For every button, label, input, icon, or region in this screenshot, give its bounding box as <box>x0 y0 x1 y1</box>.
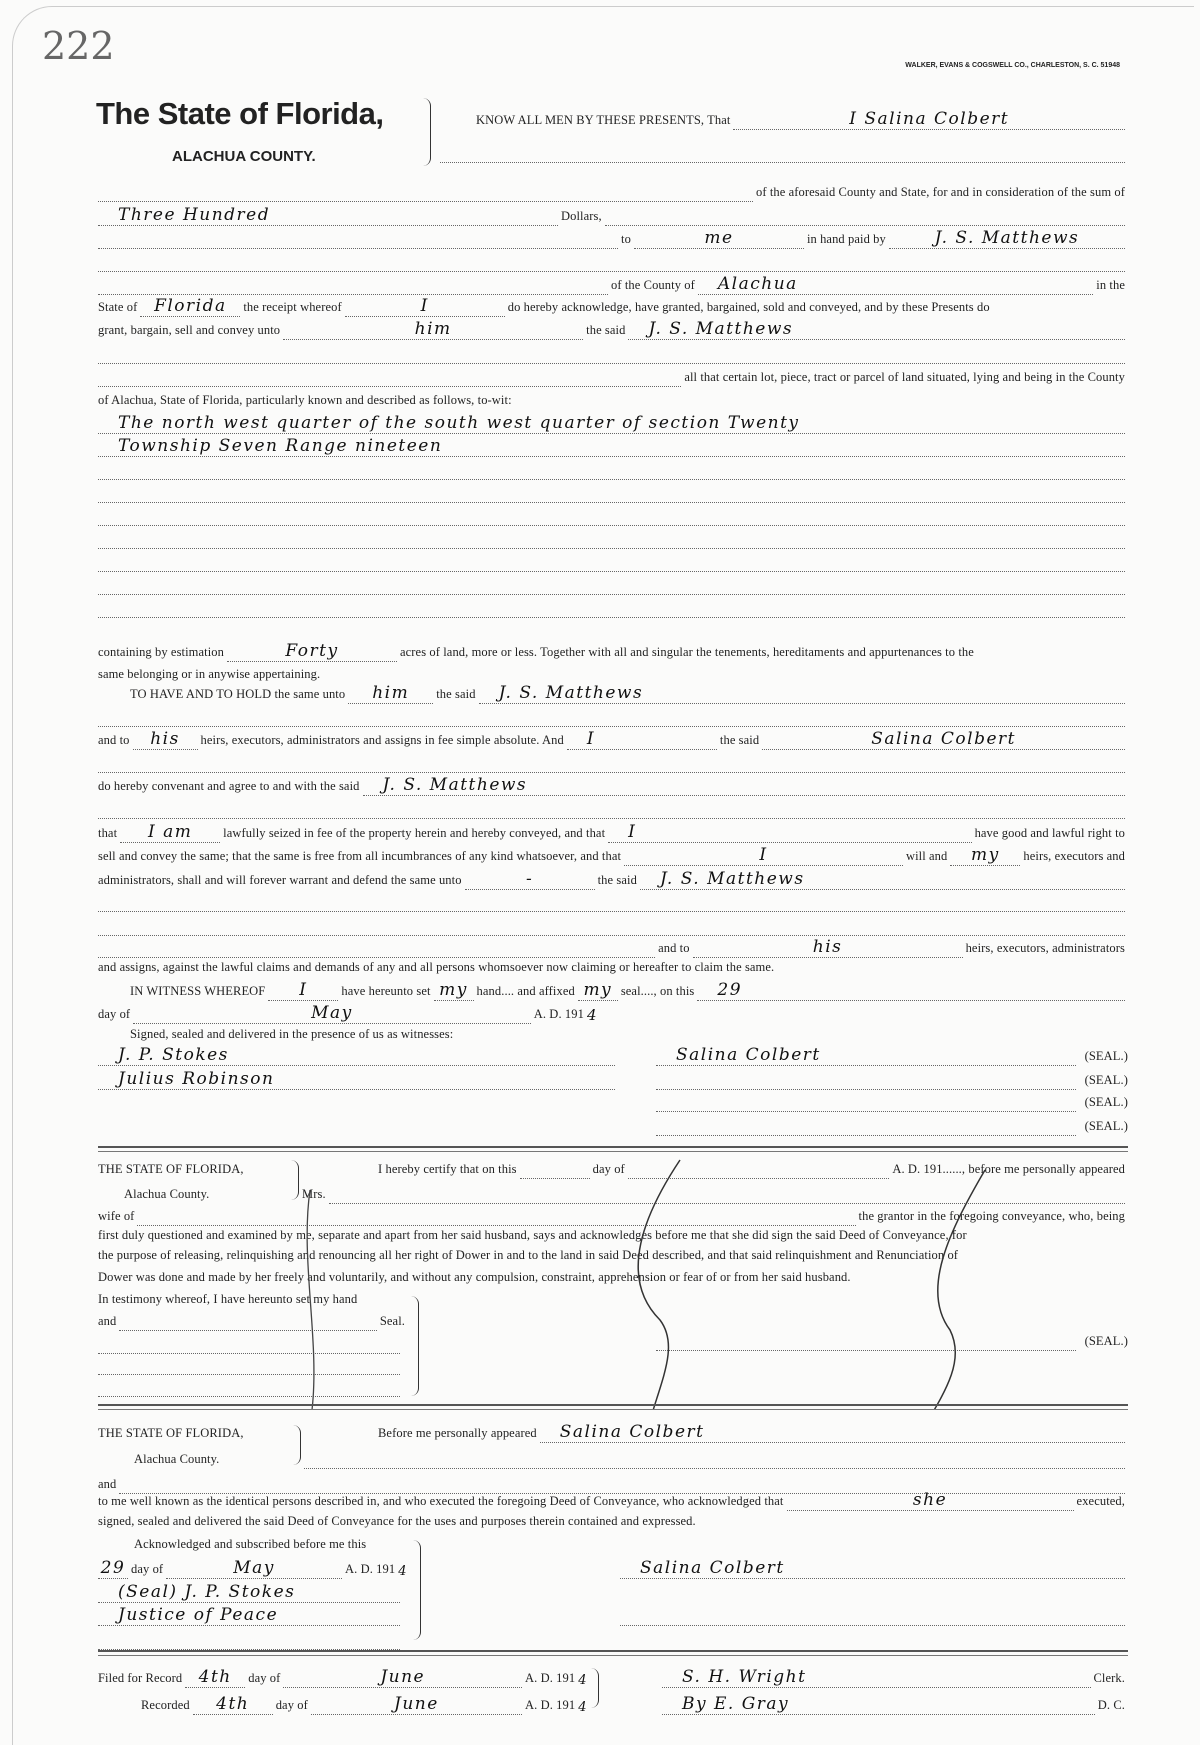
row-description <box>98 435 1128 457</box>
am-field[interactable]: I am <box>120 822 220 843</box>
witness-line <box>98 1044 618 1066</box>
ack-signature-line <box>620 1557 1128 1579</box>
warrant-name-field[interactable]: J. S. Matthews <box>640 869 1125 890</box>
sell-field[interactable]: I <box>624 845 903 866</box>
his-field[interactable]: his <box>133 729 198 750</box>
row-seized: that I am lawfully seized in fee of the property herein and hereby conveyed, and that I have good and lawful right to <box>98 822 1125 842</box>
filed-day-field[interactable]: 4th <box>185 1667 245 1688</box>
warrant-field[interactable]: - <box>465 869 595 890</box>
blank-field[interactable] <box>98 574 1125 595</box>
blank-field[interactable] <box>98 482 1125 503</box>
recorded-month-field[interactable]: June <box>311 1694 522 1715</box>
county-field[interactable]: Alachua <box>698 274 1093 295</box>
row-to-have: TO HAVE AND TO HOLD the same unto him the said J. S. Matthews <box>130 682 1128 704</box>
filed-month-field[interactable]: June <box>283 1667 522 1688</box>
row-blank <box>98 342 1128 364</box>
row-blank <box>98 797 1128 819</box>
blank-field[interactable] <box>98 915 1125 936</box>
row-all-that: all that certain lot, piece, tract or parcel of land situated, lying and being in the County <box>98 365 1128 387</box>
row-officer-title <box>98 1604 403 1626</box>
row-well-known: to me well known as the identical persons described in, and who executed the foregoing Deed of Conveyance, who acknowledged that she executed, <box>98 1490 1125 1510</box>
covenant-field[interactable]: J. S. Matthews <box>363 775 1125 796</box>
state-field[interactable]: Florida <box>140 296 240 317</box>
blank-field[interactable] <box>304 1448 1125 1469</box>
row-of-alachua: of Alachua, State of Florida, particularly known and described as follows, to-wit: <box>98 393 512 407</box>
row-blank <box>98 550 1128 572</box>
row-description <box>98 412 1128 434</box>
row-clerk: S. H. Wright Clerk. <box>662 1666 1128 1688</box>
row-wife-of: wife of the grantor in the foregoing conveyance, who, being <box>98 1204 1128 1226</box>
grantor-signature-field[interactable] <box>656 1069 1076 1090</box>
row-and: and <box>98 1472 1128 1494</box>
row-consideration: of the aforesaid County and State, for and in consideration of the sum of <box>98 180 1128 202</box>
row-covenant: do hereby convenant and agree to and with the said J. S. Matthews <box>98 774 1128 796</box>
row-before: Before me personally appeared Salina Colbert <box>378 1421 1128 1443</box>
row-grant: grant, bargain, sell and convey unto him the said J. S. Matthews <box>98 318 1128 340</box>
ack-brace <box>292 1425 301 1465</box>
row-testimony: In testimony whereof, I have hereunto set my hand <box>98 1292 358 1306</box>
officer-field[interactable]: (Seal) J. P. Stokes <box>98 1582 400 1603</box>
ack-signature-field[interactable]: Salina Colbert <box>620 1558 1125 1579</box>
row-filed: Filed for Record 4th day of June A. D. 191 4 <box>98 1667 588 1688</box>
dower-p2: the purpose of releasing, relinquishing and renouncing all her right of Dower in and to the land in said Deed described, and that said relinquishment and Renunciation of <box>98 1248 959 1262</box>
amount-field[interactable]: Three Hundred <box>98 205 558 226</box>
blank-field[interactable] <box>98 891 1125 912</box>
to-field[interactable]: me <box>634 228 804 249</box>
publisher-imprint: WALKER, EVANS & COGSWELL CO., CHARLESTON, S. C. 51948 <box>905 62 1120 69</box>
to-have-name-field[interactable]: J. S. Matthews <box>479 683 1125 704</box>
row-sell: sell and convey the same; that the same is free from all incumbrances of any kind whatsoever, and that I will and my heirs, executors and <box>98 845 1125 865</box>
blank-field[interactable] <box>98 597 1125 618</box>
blank-field[interactable] <box>98 343 1125 364</box>
witness-signature-field[interactable]: J. P. Stokes <box>98 1045 615 1066</box>
blank-field[interactable] <box>98 551 1125 572</box>
ack-day-field[interactable]: 29 <box>98 1558 128 1579</box>
blank-field[interactable] <box>98 505 1125 526</box>
row-and-seal: and Seal. <box>98 1309 408 1331</box>
row-mrs: Mrs. <box>302 1182 1128 1204</box>
row-containing: containing by estimation Forty acres of land, more or less. Together with all and singular the tenements, hereditaments and appurtenances to the <box>98 641 974 661</box>
blank-field[interactable] <box>98 528 1125 549</box>
section-divider <box>98 1650 1128 1656</box>
blank-field[interactable] <box>98 181 753 202</box>
row-and-to: and to his heirs, executors, administrators <box>98 936 1128 958</box>
blank-field[interactable] <box>98 706 1125 727</box>
cancel-mark-strokes <box>0 1140 1200 1410</box>
row-county: of the County of Alachua in the <box>98 273 1128 295</box>
description-field[interactable]: The north west quarter of the south west quarter of section Twenty <box>98 413 1125 434</box>
row-paid: to me in hand paid by J. S. Matthews <box>98 227 1128 249</box>
dower-state: THE STATE OF FLORIDA, <box>98 1162 244 1176</box>
affixed-field[interactable]: my <box>578 980 618 1001</box>
ack-state: THE STATE OF FLORIDA, <box>98 1426 244 1440</box>
row-blank <box>98 573 1128 595</box>
row-assigns: and assigns, against the lawful claims and demands of any and all persons whomsoever now claiming or hereafter to claim the same. <box>98 960 775 974</box>
row-certify: I hereby certify that on this day of A. D. 191......, before me personally appeared <box>378 1157 1128 1179</box>
dower-p3: Dower was done and made by her freely and voluntarily, and without any compulsion, constraint, apprehension or fear of or from her said husband. <box>98 1270 851 1284</box>
payer-field[interactable]: J. S. Matthews <box>889 228 1125 249</box>
appeared-field[interactable]: Salina Colbert <box>540 1422 1125 1443</box>
blank-field[interactable] <box>605 205 1125 226</box>
row-blank <box>98 458 1128 480</box>
row-witness: IN WITNESS WHEREOF I have hereunto set my hand.... and affixed my seal...., on this 29 <box>130 979 1128 1001</box>
dower-signature-line: (SEAL.) <box>656 1329 1128 1351</box>
seized-field[interactable]: I <box>608 822 971 843</box>
witness-line <box>98 1068 618 1090</box>
set-field[interactable]: my <box>434 980 474 1001</box>
grantor-signature-field[interactable] <box>656 1091 1076 1112</box>
row-ack-day: 29 day of May A. D. 191 4 <box>98 1557 408 1579</box>
section-divider <box>98 1404 1128 1410</box>
row-blank <box>440 141 1128 163</box>
day-field[interactable]: 29 <box>697 980 1125 1001</box>
row-state: State of Florida the receipt whereof I do hereby acknowledge, have granted, bargained, sold and conveyed, and by these Presents do <box>98 296 990 316</box>
row-ack-signed: signed, sealed and delivered the said Deed of Conveyance for the uses and purposes therein contained and expressed. <box>98 1514 696 1528</box>
witness-field[interactable]: I <box>268 980 338 1001</box>
grantor-field[interactable]: I Salina Colbert <box>733 109 1125 130</box>
deputy-clerk-field[interactable]: By E. Gray <box>662 1694 1095 1715</box>
ack-signature-field[interactable] <box>620 1605 1125 1626</box>
row-recorded: Recorded 4th day of June A. D. 191 4 <box>141 1694 588 1715</box>
blank-field[interactable] <box>440 142 1125 163</box>
signature-line: (SEAL.) <box>656 1114 1128 1136</box>
county-title: ALACHUA COUNTY. <box>172 148 316 165</box>
row-blank <box>98 596 1128 618</box>
row-blank <box>98 705 1128 727</box>
row-blank <box>98 890 1128 912</box>
she-field[interactable]: she <box>787 1490 1074 1511</box>
row-blank <box>98 914 1128 936</box>
blank-field[interactable] <box>98 228 618 249</box>
ack-county: Alachua County. <box>134 1452 220 1466</box>
signature-line: (SEAL.) <box>656 1068 1128 1090</box>
row-blank <box>304 1447 1128 1469</box>
recorded-day-field[interactable]: 4th <box>193 1694 273 1715</box>
blank-field[interactable] <box>98 798 1125 819</box>
signature-line: Salina Colbert (SEAL.) <box>656 1044 1128 1066</box>
dower-county: Alachua County. <box>124 1187 210 1201</box>
his2-field[interactable]: his <box>693 937 963 958</box>
ack-month-field[interactable]: May <box>166 1558 342 1579</box>
row-acknowledged: Acknowledged and subscribed before me this <box>134 1537 367 1551</box>
record-brace <box>590 1668 599 1708</box>
row-blank <box>98 481 1128 503</box>
row-know-all: KNOW ALL MEN BY THESE PRESENTS, That I Salina Colbert <box>476 108 1128 130</box>
row-heirs: and to his heirs, executors, administrators and assigns in fee simple absolute. And I the said Salina Colbert <box>98 728 1128 750</box>
description-field[interactable]: Township Seven Range nineteen <box>98 436 1125 457</box>
row-dc: By E. Gray D. C. <box>662 1693 1128 1715</box>
signature-line: (SEAL.) <box>656 1090 1128 1112</box>
row-warrant: administrators, shall and will forever warrant and defend the same unto - the said J. S. Matthews <box>98 868 1128 890</box>
and-field[interactable]: I <box>567 729 717 750</box>
row-blank <box>98 527 1128 549</box>
clerk-field[interactable]: S. H. Wright <box>662 1667 1091 1688</box>
row-day-of: day of May A. D. 191 4 <box>98 1003 598 1024</box>
blank-field[interactable] <box>98 752 1125 773</box>
receipt-field[interactable]: I <box>345 296 505 317</box>
row-blank <box>98 504 1128 526</box>
grantor-signature-field[interactable] <box>656 1115 1076 1136</box>
dower-p1: first duly questioned and examined by me, separate and apart from her said husband, says and acknowledges before me that she did sign the said Deed of Conveyance, for <box>98 1228 967 1242</box>
page-number: 222 <box>42 24 115 68</box>
ack-signature-line <box>620 1604 1128 1626</box>
row-blank <box>98 1628 403 1650</box>
header-brace <box>422 98 431 166</box>
grantee-field[interactable]: J. S. Matthews <box>628 319 1125 340</box>
row-blank <box>98 250 1128 272</box>
ack-sign-brace <box>412 1540 421 1640</box>
grantor-signature-field[interactable]: Salina Colbert <box>656 1045 1076 1066</box>
blank-field[interactable] <box>98 366 681 387</box>
row-dollars: Three Hundred Dollars, <box>98 204 1128 226</box>
grant-field[interactable]: him <box>283 319 583 340</box>
blank-field[interactable] <box>98 1629 400 1650</box>
blank-field[interactable] <box>98 459 1125 480</box>
month-field[interactable]: May <box>133 1003 531 1024</box>
row-officer <box>98 1581 403 1603</box>
officer-title-field[interactable]: Justice of Peace <box>98 1605 400 1626</box>
blank-field[interactable] <box>98 251 1125 272</box>
row-appertaining: same belonging or in anywise appertaining. <box>98 667 321 681</box>
witness-signature-field[interactable]: Julius Robinson <box>98 1069 615 1090</box>
row-blank <box>98 751 1128 773</box>
and-name-field[interactable]: Salina Colbert <box>762 729 1125 750</box>
to-have-field[interactable]: him <box>348 683 433 704</box>
state-title: The State of Florida, <box>96 96 384 131</box>
row-signed: Signed, sealed and delivered in the presence of us as witnesses: <box>130 1027 454 1041</box>
blank-field[interactable] <box>98 274 608 295</box>
my-field[interactable]: my <box>950 845 1020 866</box>
acres-field[interactable]: Forty <box>227 641 397 662</box>
